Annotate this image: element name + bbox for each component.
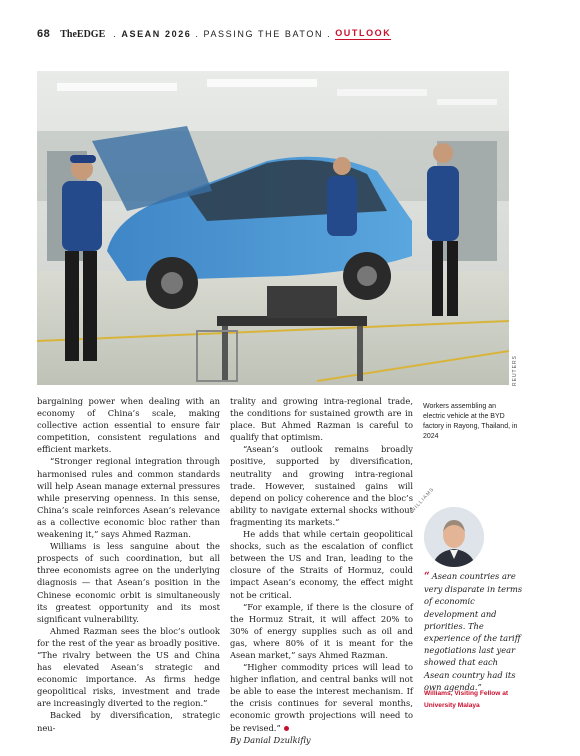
quote-text: Asean countries are very disparate in terms of economic development and priorities. The experience of the tariff negotiations last year showed that each Asean country had its own agenda.” xyxy=(424,571,523,692)
quote-attribution: Williams, Visiting Fellow at University Malaya xyxy=(424,690,509,709)
photo-caption: Workers assembling an electric vehicle at the BYD factory in Rayong, Thailand, in 2024 xyxy=(423,403,518,440)
page-number: 68 xyxy=(37,28,51,40)
paragraph: trality and growing intra-regional trade, the conditions for sustained growth are in place. But Ahmed Razman is careful to qualify that optimism. xyxy=(230,396,413,443)
portrait-photo xyxy=(424,507,484,567)
paragraph: bargaining power when dealing with an economy of China’s scale, making collective action essential to ensure fair competition, consistent regulations and efficient markets. xyxy=(37,396,220,455)
subsection-name: PASSING THE BATON xyxy=(203,29,324,39)
byline: By Danial Dzulkifly xyxy=(230,734,311,745)
header-separator: . xyxy=(195,29,200,39)
paragraph: Backed by diversification, strategic neu- xyxy=(37,710,220,733)
paragraph: He adds that while certain geopolitical shocks, such as the escalation of conflict between the US and Iran, leading to the closure of the Straits of Hormuz, could impact Asean’s economy, the effect might not be critical. xyxy=(230,529,413,600)
active-section: OUTLOOK xyxy=(335,28,392,38)
running-header xyxy=(37,27,391,41)
paragraph: “Asean’s outlook remains broadly positive, supported by diversification, neutrality and growing intra-regional trade. However, sustained gains will depend on policy coherence and the bloc’s ability to navigate external shocks without fragmenting its markets.” xyxy=(230,444,413,527)
photo-credit: REUTERS xyxy=(512,355,518,386)
paragraph: Williams is less sanguine about the prospects of such coordination, but all three economists agree on the underlying diagnosis — that Asean’s position in the Chinese economic orbit is simultaneously its greatest opportunity and its most significant vulnerability. xyxy=(37,541,220,624)
pull-quote xyxy=(424,570,524,693)
portrait-label: WILLIAMS xyxy=(410,486,436,515)
paragraph xyxy=(230,661,413,734)
paragraph: “For example, if there is the closure of the Hormuz Strait, it will affect 20% to 30% of energy supplies such as oil and gas, where 80% of it is meant for the Asean market,” says Ahmed Razman. xyxy=(230,601,413,660)
quote-mark-icon: “ xyxy=(424,571,430,582)
end-mark-icon xyxy=(284,726,289,731)
paragraph: “Stronger regional integration through harmonised rules and common standards will help Asean manage external pressures while preserving openness. In this sense, China’s scale reinforces Asean’s relevance as a collective economic bloc rather than weakening it,” says Ahmed Razman. xyxy=(37,456,220,540)
header-separator: . xyxy=(113,29,118,39)
factory-photo xyxy=(37,71,509,385)
section-name: ASEAN 2026 xyxy=(121,29,192,39)
brand-logo: TheEDGE xyxy=(60,28,106,40)
article-column-1 xyxy=(37,395,220,734)
paragraph-text: “Higher commodity prices will lead to higher inflation, and central banks will not be able to ease the interest mechanism. If the crisis continues for several months, economic growth projections will need to be revised.” xyxy=(230,662,413,733)
paragraph: Ahmed Razman sees the bloc’s outlook for the rest of the year as broadly positive. “The rivalry between the US and China has elevated Asean’s strategic and economic importance. As firms hedge geopolitical risks, investment and trade are increasingly diverted to the region.” xyxy=(37,625,220,709)
header-separator: . xyxy=(327,29,332,39)
article-column-2 xyxy=(230,395,413,746)
